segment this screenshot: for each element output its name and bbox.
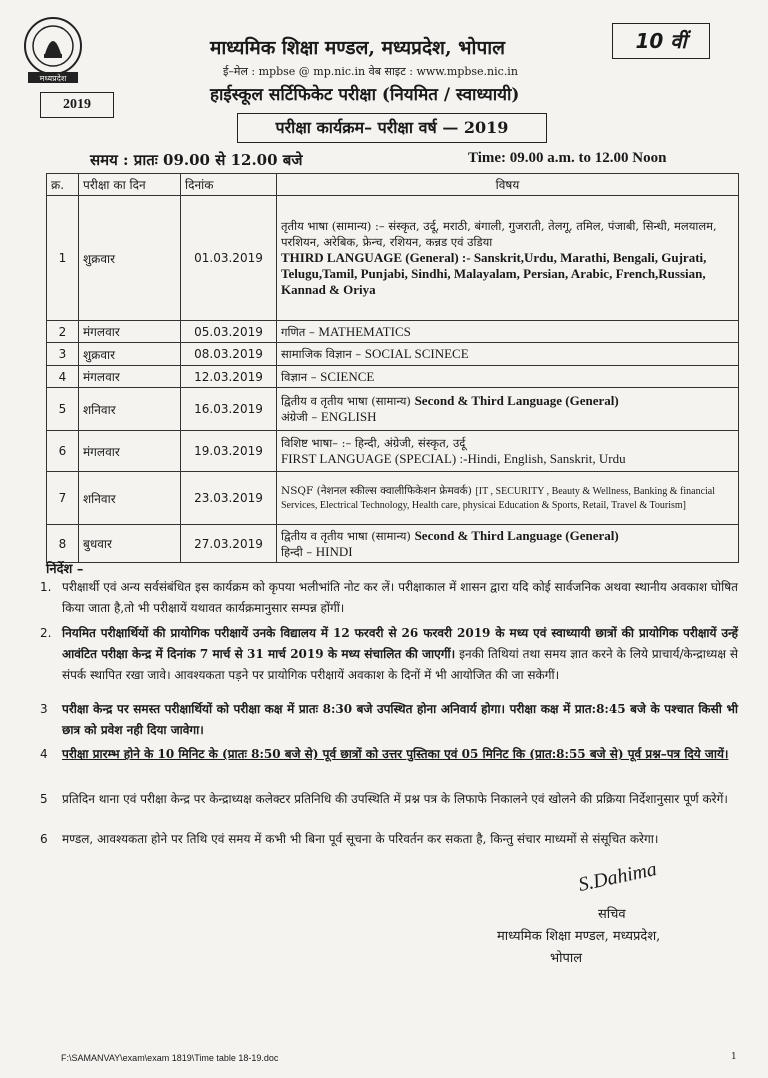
row-subject (277, 196, 739, 321)
instructions-heading: निर्देश – (46, 562, 84, 577)
exam-schedule-table (46, 173, 739, 563)
instruction-number: 3 (40, 702, 48, 716)
secretary-signature: S.Dahima (576, 857, 659, 897)
subject-english: Second & Third Language (General) (414, 527, 619, 543)
subject-hindi-2: अंग्रेजी – (281, 410, 318, 424)
row-subject (277, 472, 739, 525)
row-subject (277, 343, 739, 366)
instruction-number: 4 (40, 747, 48, 761)
row-date: 08.03.2019 (181, 343, 277, 366)
row-subject (277, 321, 739, 343)
file-path-footer: F:\SAMANVAY\exam\exam 1819\Time table 18-19.doc (61, 1053, 279, 1063)
instruction-item (40, 829, 738, 850)
instruction-item (40, 744, 738, 765)
table-row (47, 366, 739, 388)
row-day: मंगलवार (79, 321, 181, 343)
table-row (47, 525, 739, 563)
instruction-text-bold: नियमित परीक्षार्थियों की प्रायोगिक परीक्षायें उनके विद्यालय में 12 फरवरी से 26 फरवरी 2019 के मध्य एवं स्वाध्यायी छात्रों की प्रायोगिक परीक्षायें उन्हें आवंटित परीक्षा केन्द्र में दिनांक 7 मार्च से 31 मार्च 2019 के मध्य संचालित की जाएगीं। (62, 626, 738, 661)
row-day: शनिवार (79, 472, 181, 525)
subject-hindi: द्वितीय व तृतीय भाषा (सामान्य) (281, 528, 411, 543)
table-row (47, 321, 739, 343)
instruction-text: इनकी तिथियां तथा समय ज्ञात करने के लिये प्राचार्य/केन्द्राध्यक्ष से संपर्क स्थापित रखा जावे। आवश्यकता पड़ने पर प्रायोगिक परीक्षायें अवकाश के दिनों में भी आयोजित की जा सकेगीं। (62, 647, 739, 682)
subject-english: Second & Third Language (General) (414, 393, 619, 408)
row-serial: 8 (47, 525, 79, 563)
contact-line: ई–मेल : mpbse @ mp.nic.in वेब साइट : www.mpbse.nic.in (223, 65, 518, 78)
table-row (47, 472, 739, 525)
row-date: 19.03.2019 (181, 431, 277, 472)
table-header-row (47, 174, 739, 196)
instruction-number: 5 (40, 792, 48, 806)
page-number: 1 (731, 1052, 737, 1062)
instruction-item (40, 623, 738, 686)
instruction-number: 1. (40, 580, 52, 594)
row-day: शुक्रवार (79, 343, 181, 366)
subject-english-2: ENGLISH (320, 409, 377, 424)
table-row (47, 388, 739, 431)
row-subject (277, 525, 739, 563)
row-day: शनिवार (79, 388, 181, 431)
row-day: बुधवार (79, 525, 181, 563)
row-serial: 7 (47, 472, 79, 525)
row-date: 05.03.2019 (181, 321, 277, 343)
time-english: Time: 09.00 a.m. to 12.00 Noon (468, 150, 667, 166)
subject-hindi: विज्ञान – (281, 369, 317, 384)
row-serial: 5 (47, 388, 79, 431)
instruction-number: 2. (40, 626, 52, 640)
row-date: 12.03.2019 (181, 366, 277, 388)
class-label: 10 वीं (612, 23, 710, 59)
row-serial: 2 (47, 321, 79, 343)
table-row (47, 196, 739, 321)
instruction-text: परीक्षा केन्द्र पर समस्त परीक्षार्थियों को परीक्षा कक्ष में प्रातः 8:30 बजे उपस्थित होना अनिवार्य होगा। परीक्षा कक्ष में प्रात:8:45 बजे के पश्चात किसी भी छात्र को प्रवेश नही दिया जावेगा। (62, 702, 738, 737)
row-day: मंगलवार (79, 366, 181, 388)
subject-english-2: HINDI (315, 543, 353, 559)
board-name: माध्यमिक शिक्षा मण्डल, मध्यप्रदेश, भोपाल (210, 37, 506, 59)
subject-english: FIRST LANGUAGE (SPECIAL) :-Hindi, English, Sanskrit, Urdu (281, 451, 626, 466)
instruction-text: प्रतिदिन थाना एवं परीक्षा केन्द्र पर केन्द्राध्यक्ष कलेक्टर प्रतिनिधि की उपस्थिति में प्रश्न पत्र के लिफाफे निकालने एवं खोलने की प्रक्रिया निर्देशानुसार पूर्ण करेगें। (62, 792, 728, 806)
row-date: 01.03.2019 (181, 196, 277, 321)
subject-hindi: विशिष्ट भाषा– :– हिन्दी, अंग्रेजी, संस्कृत, उर्दू (281, 436, 466, 450)
row-date: 16.03.2019 (181, 388, 277, 431)
subject-english: MATHEMATICS (318, 323, 411, 339)
board-logo (18, 14, 88, 84)
subject-english: SCIENCE (320, 368, 375, 384)
table-row (47, 343, 739, 366)
secretary-city: भोपाल (550, 951, 583, 966)
subject-hindi: NSQF (नेशनल स्कील्स क्वालीफिकेशन फ्रेमवर्क) (281, 485, 472, 497)
time-hindi: समय : प्रातः 09.00 से 12.00 बजे (90, 151, 303, 169)
subject-hindi: सामाजिक विज्ञान – (281, 347, 362, 361)
instruction-text: मण्डल, आवश्यकता होने पर तिथि एवं समय में कभी भी बिना पूर्व सूचना के परिवर्तन कर सकता है, किन्तु संचार माध्यमों से संसूचित करेगा। (62, 832, 659, 846)
programme-title: परीक्षा कार्यक्रम– परीक्षा वर्ष — 2019 (237, 113, 547, 143)
secretary-board: माध्यमिक शिक्षा मण्डल, मध्यप्रदेश, (497, 929, 661, 944)
row-serial: 1 (47, 196, 79, 321)
subject-hindi: द्वितीय व तृतीय भाषा (सामान्य) (281, 394, 411, 408)
instruction-text: परीक्षा प्रारम्भ होने के 10 मिनिट के (प्रातः 8:50 बजे से) पूर्व छात्रों को उत्तर पुस्तिका एवं 05 मिनिट कि (प्रात:8:55 बजे से) पूर्व प्रश्न–पत्र दिये जायें। (62, 747, 729, 761)
svg-text:मध्यप्रदेश: मध्यप्रदेश (39, 74, 67, 83)
row-day: शुक्रवार (79, 196, 181, 321)
secretary-title: सचिव (598, 907, 626, 922)
subject-english: SOCIAL SCINECE (364, 346, 469, 361)
subject-hindi-2: हिन्दी – (281, 544, 313, 559)
col-header-serial: क्र. (47, 174, 79, 196)
row-serial: 4 (47, 366, 79, 388)
subject-english: [IT , SECURITY , Beauty & Wellness, Banking & financial Services, Electrical Technology, Health care, physicai Education & Sports, Retail, Travel & Tourism] (281, 486, 715, 511)
instruction-number: 6 (40, 832, 48, 846)
row-serial: 6 (47, 431, 79, 472)
col-header-subject: विषय (277, 174, 739, 196)
row-subject (277, 388, 739, 431)
table-row (47, 431, 739, 472)
subject-hindi: गणित – (281, 324, 315, 339)
instruction-item (40, 789, 738, 810)
col-header-date: दिनांक (181, 174, 277, 196)
instruction-item (40, 577, 738, 619)
row-subject (277, 431, 739, 472)
row-day: मंगलवार (79, 431, 181, 472)
row-subject (277, 366, 739, 388)
instruction-item (40, 699, 738, 741)
instruction-text: परीक्षार्थी एवं अन्य सर्वसंबंधित इस कार्यक्रम को कृपया भलीभांति नोट कर लें। परीक्षाकाल में शासन द्वारा यदि कोई सार्वजनिक अथवा स्थानीय अवकाश घोषित किया जाता है,तो भी परीक्षायें यथावत कार्यक्रमानुसार सम्पन्न होंगीं। (62, 580, 738, 615)
subject-english: THIRD LANGUAGE (General) :- Sanskrit,Urdu, Marathi, Bengali, Gujrati, Telugu,Tamil, Punjabi, Sindhi, Malayalam, Persian, Arabic, French,Russian, Kannad & Oriya (281, 250, 707, 297)
exam-title: हाईस्कूल सर्टिफिकेट परीक्षा (नियमित / स्वाध्यायी) (210, 85, 520, 105)
subject-hindi: तृतीय भाषा (सामान्य) :– संस्कृत, उर्दू, मराठी, बंगाली, गुजराती, तेलगू, तमिल, पंजाबी, सिन्धी, मलयालम, परशियन, अरेबिक, फ्रेन्च, रशियन, कन्नड एवं उडिया (281, 219, 717, 249)
col-header-day: परीक्षा का दिन (79, 174, 181, 196)
row-serial: 3 (47, 343, 79, 366)
row-date: 23.03.2019 (181, 472, 277, 525)
year-box: 2019 (40, 92, 114, 118)
row-date: 27.03.2019 (181, 525, 277, 563)
